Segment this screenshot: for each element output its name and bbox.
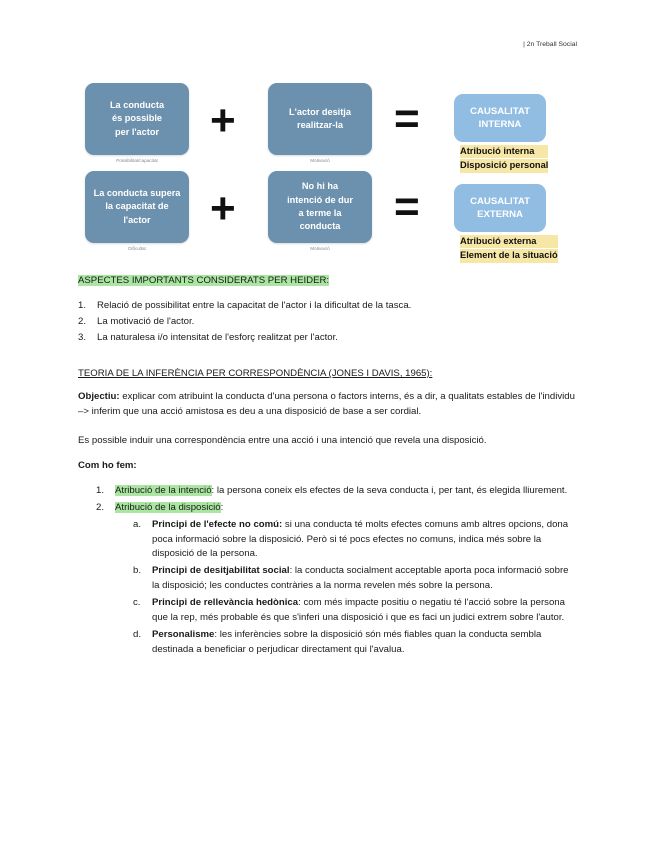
principle-text: : les inferències sobre la disposició són més fiables quan la conducta sembla destinada a beneficiar o perjudicar directament qui l'avalua. <box>152 628 542 655</box>
principle-label: Principi de rellevància hedònica <box>152 597 299 609</box>
principles-list <box>133 518 574 658</box>
list-item <box>133 628 574 658</box>
theory-title: TEORIA DE LA INFERÈNCIA PER CORRESPONDÈNCIA (JONES I DAVIS, 1965): <box>78 368 433 379</box>
how-label: Com ho fem: <box>78 460 137 471</box>
heider-list <box>78 299 578 346</box>
list-text: La naturalesa i/o intensitat de l'esforç realitzat per l'actor. <box>97 331 338 343</box>
box-no-intention <box>268 171 372 243</box>
list-item <box>133 518 574 563</box>
box-exceeds-capacity-text: La conducta supera la capacitat de l'actor <box>93 187 181 225</box>
result-internal-text: CAUSALITAT INTERNA <box>470 105 530 130</box>
caption-possibility: Possibilitat/capacitat <box>116 158 158 163</box>
box-exceeds-capacity <box>85 171 189 243</box>
equals-sign: = <box>394 94 420 143</box>
caption-motivation: Motivació <box>310 246 330 251</box>
step-label: Atribució de la disposició <box>115 501 221 513</box>
principle-text: : la conducta socialment acceptable aporta poca informació sobre la disposició; les conductes contràries a la norma revelen més sobre la persona. <box>152 565 569 592</box>
list-letter: a. <box>133 518 142 530</box>
box-no-intention-text: No hi ha intenció de dur a terme la conducta <box>287 181 353 232</box>
box-possible-conduct <box>85 83 189 155</box>
list-item <box>96 484 574 499</box>
result-external-causality <box>454 184 546 232</box>
step-text: : <box>220 501 224 513</box>
result-external-text: CAUSALITAT EXTERNA <box>470 195 530 220</box>
list-text: La motivació de l'actor. <box>97 315 195 327</box>
list-text: Relació de possibilitat entre la capacitat de l'actor i la dificultat de la tasca. <box>97 300 412 311</box>
principle-text: : com més impacte positiu o negatiu té l'acció sobre la persona que la rep, més probable és que s'inferi una disposició i que es faci un judici extrem sobre l'autor. <box>152 597 565 623</box>
result-internal-causality <box>454 94 546 142</box>
principle-text: si una conducta té molts efectes comuns amb altres opcions, dona poca informació sobre la disposició. Però si té pocs efectes no comuns, indica més sobre la disposició de la persona. <box>152 518 569 560</box>
step-label: Atribució de la intenció <box>115 485 212 496</box>
principle-label: Principi de l'efecte no comú: <box>152 518 283 530</box>
attribution-diagram <box>82 77 570 263</box>
internal-notes <box>457 145 551 174</box>
list-item <box>133 596 574 626</box>
list-number: 2. <box>78 315 87 327</box>
heider-title <box>78 274 329 289</box>
principle-label: Personalisme <box>152 628 215 640</box>
equals-sign: = <box>394 182 420 231</box>
list-letter: d. <box>133 628 142 640</box>
principle-label: Principi de desitjabilitat social <box>152 565 290 577</box>
list-letter: c. <box>133 597 141 609</box>
note-personal-disposition: Disposició personal <box>460 159 548 172</box>
list-item <box>78 315 578 330</box>
objective-label: Objectiu: <box>78 391 120 402</box>
box-actor-desire <box>268 83 372 155</box>
list-number: 1. <box>78 300 87 311</box>
plus-sign: + <box>210 96 236 145</box>
list-item <box>78 331 578 346</box>
correspondence-paragraph: Es possible induir una correspondència entre una acció i una intenció que revela una disposició. <box>78 435 487 446</box>
list-item <box>96 501 574 658</box>
steps-list <box>96 484 574 659</box>
caption-motivation: Motivació <box>310 158 330 163</box>
plus-sign: + <box>210 184 236 233</box>
external-notes <box>457 235 561 264</box>
list-item <box>133 564 574 594</box>
list-number: 1. <box>96 485 105 496</box>
note-situation-element: Element de la situació <box>460 249 558 262</box>
list-item <box>78 299 578 314</box>
page-header: | 2n Treball Social <box>523 41 577 48</box>
caption-difficulty: Dificultat <box>128 246 146 251</box>
box-possible-conduct-text: La conducta és possible per l'actor <box>109 99 165 137</box>
note-external-attribution: Atribució externa <box>460 235 558 248</box>
step-text: : la persona coneix els efectes de la seva conducta i, per tant, és elegida lliurement. <box>211 485 568 496</box>
box-actor-desire-text: L'actor desitja realitzar-la <box>289 106 351 130</box>
list-number: 2. <box>96 501 105 513</box>
objective-paragraph <box>78 390 578 420</box>
list-letter: b. <box>133 565 142 577</box>
list-number: 3. <box>78 331 87 343</box>
objective-text: explicar com atribuint la conducta d'una persona o factors interns, és a dir, a qualitats estables de l'individu –> inferim que una acció amistosa es deu a una disposició de base a ser cordial. <box>78 391 575 417</box>
note-internal-attribution: Atribució interna <box>460 145 548 158</box>
heider-title-text: ASPECTES IMPORTANTS CONSIDERATS PER HEIDER: <box>78 275 330 286</box>
